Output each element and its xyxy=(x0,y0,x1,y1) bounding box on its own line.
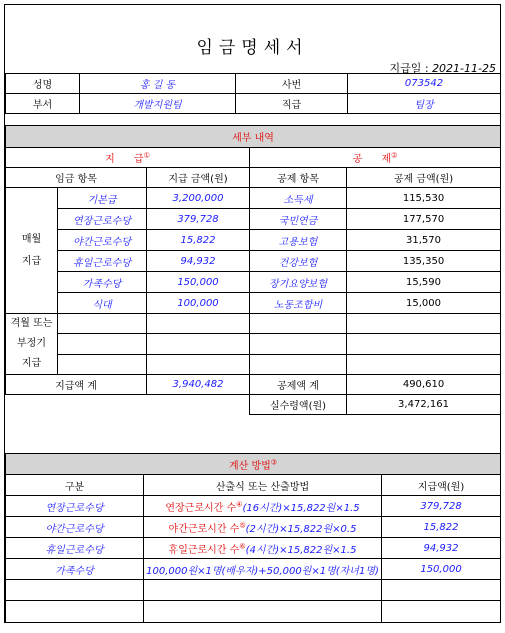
pay-item: 가족수당 xyxy=(58,272,147,293)
empty-cell xyxy=(144,601,382,622)
details-table xyxy=(5,125,501,415)
pay-amount: 94,932 xyxy=(147,251,250,272)
empty-cell xyxy=(250,314,347,334)
deduct-item: 노동조합비 xyxy=(250,293,347,314)
deduct-item: 장기요양보험 xyxy=(250,272,347,293)
empty-cell xyxy=(147,334,250,354)
col-amount: 지급 금액(원) xyxy=(147,168,250,188)
emp-no-label: 사번 xyxy=(236,74,348,94)
empty-cell xyxy=(347,334,501,354)
deduct-item: 국민연금 xyxy=(250,209,347,230)
pay-item: 기본급 xyxy=(58,188,147,209)
deduct-amount: 31,570 xyxy=(347,230,501,251)
net-value: 3,472,161 xyxy=(347,395,501,415)
empty-cell xyxy=(347,354,501,374)
empty-cell xyxy=(382,601,501,622)
pay-item: 연장근로수당 xyxy=(58,209,147,230)
monthly-label: 매월 지급 xyxy=(6,188,58,314)
dept-label: 부서 xyxy=(6,94,80,114)
deduct-item: 건강보험 xyxy=(250,251,347,272)
total-pay-label: 지급액 계 xyxy=(6,375,147,395)
col-kind: 구분 xyxy=(6,475,144,496)
empty-cell xyxy=(58,314,147,334)
payment-header: 지 급① xyxy=(6,148,250,168)
pay-date-label: 지급일 : xyxy=(389,62,433,75)
pay-item: 야간근로수당 xyxy=(58,230,147,251)
calc-formula: 야간근로시간 수⑤(2시간)×15,822원×0.5 xyxy=(144,517,382,538)
calc-formula: 연장근로시간 수④(16시간)×15,822원×1.5 xyxy=(144,496,382,517)
deduct-item: 고용보험 xyxy=(250,230,347,251)
total-deduct-value: 490,610 xyxy=(347,375,501,395)
col-calc-amount: 지급액(원) xyxy=(382,475,501,496)
pay-amount: 100,000 xyxy=(147,293,250,314)
calc-amount: 15,822 xyxy=(382,517,501,538)
pay-amount: 379,728 xyxy=(147,209,250,230)
empty-cell xyxy=(6,395,250,415)
calc-formula: 휴일근로시간 수⑥(4시간)×15,822원×1.5 xyxy=(144,538,382,559)
calc-formula: 100,000원×1명(배우자)+50,000원×1명(자녀1명) xyxy=(144,559,382,580)
name-label: 성명 xyxy=(6,74,80,94)
col-item: 임금 항목 xyxy=(6,168,147,188)
col-deduct-amount: 공제 금액(원) xyxy=(347,168,501,188)
calc-section-title: 계산 방법③ xyxy=(6,454,501,475)
details-section-title: 세부 내역 xyxy=(6,126,501,148)
net-label: 실수령액(원) xyxy=(250,395,347,415)
calc-kind: 가족수당 xyxy=(6,559,144,580)
calc-kind: 연장근로수당 xyxy=(6,496,144,517)
empty-cell xyxy=(144,580,382,601)
deduct-amount: 15,000 xyxy=(347,293,501,314)
empty-cell xyxy=(147,354,250,374)
empty-cell xyxy=(58,354,147,374)
calc-amount: 94,932 xyxy=(382,538,501,559)
calc-amount: 379,728 xyxy=(382,496,501,517)
employee-info-table xyxy=(5,73,501,114)
position-label: 직급 xyxy=(236,94,348,114)
pay-amount: 3,200,000 xyxy=(147,188,250,209)
pay-item: 휴일근로수당 xyxy=(58,251,147,272)
position-value: 팀장 xyxy=(348,94,501,114)
deduct-amount: 115,530 xyxy=(347,188,501,209)
calc-kind: 야간근로수당 xyxy=(6,517,144,538)
empty-cell xyxy=(250,334,347,354)
dept-value: 개발지원팀 xyxy=(80,94,236,114)
emp-no-value: 073542 xyxy=(348,74,501,94)
total-deduct-label: 공제액 계 xyxy=(250,375,347,395)
deduct-amount: 15,590 xyxy=(347,272,501,293)
empty-cell xyxy=(6,580,144,601)
col-formula: 산출식 또는 산출방법 xyxy=(144,475,382,496)
pay-amount: 150,000 xyxy=(147,272,250,293)
pay-date-value: 2021-11-25 xyxy=(432,62,496,75)
deduct-item: 소득세 xyxy=(250,188,347,209)
empty-cell xyxy=(147,314,250,334)
calc-amount: 150,000 xyxy=(382,559,501,580)
col-deduct-item: 공제 항목 xyxy=(250,168,347,188)
pay-statement xyxy=(4,4,501,623)
total-pay-value: 3,940,482 xyxy=(147,375,250,395)
empty-cell xyxy=(347,314,501,334)
empty-cell xyxy=(6,601,144,622)
calc-table xyxy=(5,453,501,622)
name-value: 홍 길 동 xyxy=(80,74,236,94)
empty-cell xyxy=(58,334,147,354)
deduct-amount: 135,350 xyxy=(347,251,501,272)
deduction-header: 공 제② xyxy=(250,148,501,168)
pay-amount: 15,822 xyxy=(147,230,250,251)
calc-kind: 휴일근로수당 xyxy=(6,538,144,559)
deduct-amount: 177,570 xyxy=(347,209,501,230)
irregular-label: 격월 또는 부정기 지급 xyxy=(6,314,58,375)
empty-cell xyxy=(382,580,501,601)
empty-cell xyxy=(250,354,347,374)
page-title: 임금명세서 xyxy=(196,38,309,58)
pay-item: 식대 xyxy=(58,293,147,314)
